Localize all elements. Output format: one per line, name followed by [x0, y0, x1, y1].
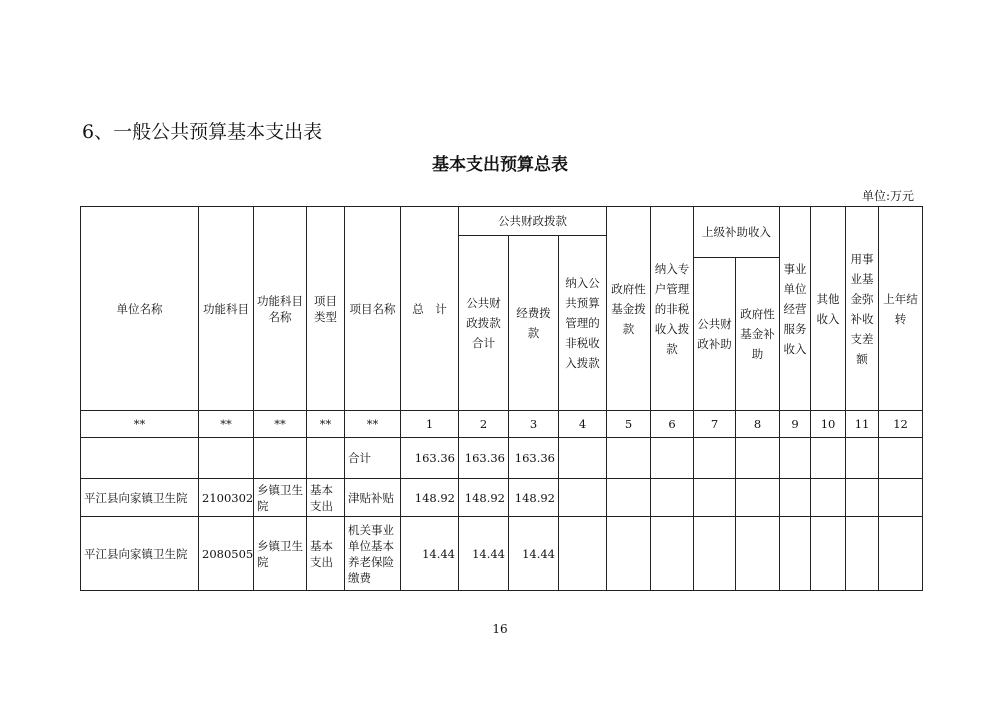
table-title: 基本支出预算总表	[432, 155, 568, 175]
cell-total: 14.44	[401, 517, 459, 591]
cell-name: 机关事业单位基本养老保险缴费	[345, 517, 401, 591]
index-cell: 6	[651, 411, 694, 438]
index-cell: 2	[459, 411, 509, 438]
cell-total: 148.92	[401, 479, 459, 517]
header-func-code: 功能科目	[199, 207, 254, 411]
table-row	[81, 438, 923, 479]
header-upper-public: 公共财政补助	[694, 258, 736, 411]
cell-unit: 平江县向家镇卫生院	[81, 479, 199, 517]
index-cell: 5	[607, 411, 651, 438]
cell-public-sum: 14.44	[459, 517, 509, 591]
index-cell: 11	[846, 411, 879, 438]
cell-type: 基本支出	[307, 517, 345, 591]
index-cell: 12	[879, 411, 923, 438]
index-cell: 4	[559, 411, 607, 438]
cell-type	[307, 438, 345, 479]
cell-public-sum: 163.36	[459, 438, 509, 479]
index-cell: 10	[811, 411, 846, 438]
cell-func: 乡镇卫生院	[254, 479, 307, 517]
header-unit-name: 单位名称	[81, 207, 199, 411]
index-cell: **	[199, 411, 254, 438]
header-other-income: 其他收入	[811, 207, 846, 411]
index-row	[81, 411, 923, 438]
page-number: 16	[492, 622, 508, 636]
cell-name: 津贴补贴	[345, 479, 401, 517]
cell-unit: 平江县向家镇卫生院	[81, 517, 199, 591]
header-fund-diff: 用事业基金弥补收支差额	[846, 207, 879, 411]
cell-funding: 14.44	[509, 517, 559, 591]
cell-unit	[81, 438, 199, 479]
index-cell: **	[81, 411, 199, 438]
cell-public-sum: 148.92	[459, 479, 509, 517]
index-cell: 7	[694, 411, 736, 438]
index-cell: **	[307, 411, 345, 438]
cell-type: 基本支出	[307, 479, 345, 517]
header-funding: 经费拨款	[509, 236, 559, 411]
cell-code	[199, 438, 254, 479]
table-row	[81, 517, 923, 591]
table-row	[81, 479, 923, 517]
header-business-income: 事业单位经营服务收入	[780, 207, 811, 411]
section-title: 6、一般公共预算基本支出表	[82, 121, 323, 143]
index-cell: **	[345, 411, 401, 438]
header-nontax-public: 纳入公共预算管理的非税收入拨款	[559, 236, 607, 411]
index-cell: 9	[780, 411, 811, 438]
header-func-name: 功能科目名称	[254, 207, 307, 411]
header-upper-gov: 政府性基金补助	[736, 258, 780, 411]
cell-code: 2080505	[199, 517, 254, 591]
index-cell: 3	[509, 411, 559, 438]
header-special-nontax: 纳入专户管理的非税收入拨款	[651, 207, 694, 411]
cell-name: 合计	[345, 438, 401, 479]
cell-total: 163.36	[401, 438, 459, 479]
index-cell: 8	[736, 411, 780, 438]
header-group-public: 公共财政拨款	[459, 207, 607, 236]
header-gov-fund: 政府性基金拨款	[607, 207, 651, 411]
header-last-year: 上年结转	[879, 207, 923, 411]
header-row-1	[81, 207, 923, 236]
index-cell: 1	[401, 411, 459, 438]
cell-funding: 148.92	[509, 479, 559, 517]
index-cell: **	[254, 411, 307, 438]
cell-funding: 163.36	[509, 438, 559, 479]
header-item-type: 项目类型	[307, 207, 345, 411]
unit-label: 单位:万元	[861, 189, 914, 203]
header-public-sum: 公共财政拨款合计	[459, 236, 509, 411]
cell-code: 2100302	[199, 479, 254, 517]
cell-func: 乡镇卫生院	[254, 517, 307, 591]
header-total: 总 计	[401, 207, 459, 411]
budget-table	[80, 206, 923, 591]
header-item-name: 项目名称	[345, 207, 401, 411]
cell-func	[254, 438, 307, 479]
header-group-upper: 上级补助收入	[694, 207, 780, 258]
